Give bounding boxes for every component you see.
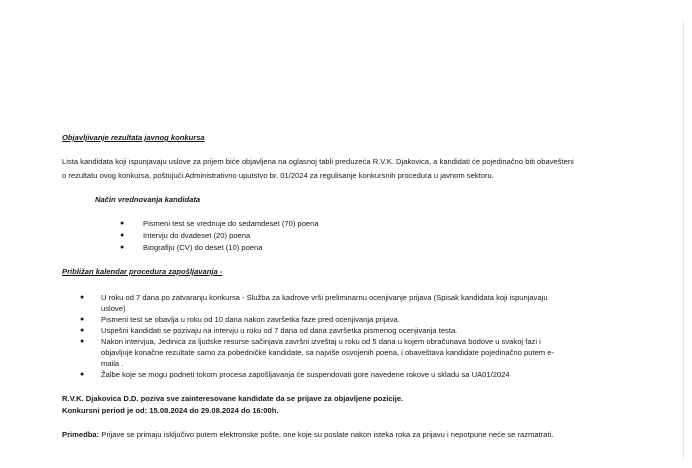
calendar-heading: Približan kalendar procedura zapošljavanja -: [62, 267, 223, 276]
note-label: Primedba:: [62, 430, 100, 439]
calendar-item-line: uslove): [101, 304, 126, 313]
bullet-icon: ●: [80, 316, 85, 323]
results-paragraph-line-1: Lista kandidata koji ispunjavaju uslove za prijem biće objavljena na oglasnoj tabli preduzeća R.V.K. Djakovica, a kandidati će pojedinačno biti obavešteni: [62, 157, 574, 166]
bullet-icon: ●: [120, 220, 125, 227]
calendar-item-line: U roku od 7 dana po zatvaranju konkursa - Služba za kadrove vrši preliminarnu ocenjivanje prijava (Spisak kandidata koji ispunjavaju: [101, 293, 548, 302]
bullet-icon: ●: [80, 327, 85, 334]
evaluation-item: Intervju do dvadeset (20) poena: [143, 231, 251, 240]
evaluation-item: Biografiju (CV) do deset (10) poena: [143, 243, 263, 252]
calendar-item-line: maila .: [101, 359, 124, 368]
bullet-icon: ●: [80, 294, 85, 301]
note-text: Prijave se primaju isključivo putem elektronske pošte, one koje su poslate nakon isteka roka za prijavu i nepotpune neće se razmatrati.: [99, 430, 554, 439]
bullet-icon: ●: [80, 371, 85, 378]
bullet-icon: ●: [80, 338, 85, 345]
application-period: Konkursni period je od: 15.08.2024 do 29.08.2024 do 16:00h.: [62, 406, 279, 415]
note-line: [62, 430, 553, 440]
calendar-item-line: objavljuje konačne rezultate samo za pobedničke kandidate, sa najviše osvojenih poena, i obaveštava kandidate pojedinačno putem e-: [101, 348, 554, 357]
evaluation-item: Pismeni test se vrednuje do sedamdeset (70) poena: [143, 219, 319, 228]
evaluation-heading: Način vrednovanja kandidata: [95, 195, 201, 204]
calendar-item-line: Nakon intervjua, Jedinica za ljudske resurse sačinjava završni izveštaj u roku od 5 dana u kojem obračunava bodove u svakoj fazi i: [101, 337, 541, 346]
bullet-icon: ●: [120, 244, 125, 251]
bullet-icon: ●: [120, 232, 125, 239]
scan-edge-divider: [683, 20, 684, 460]
calendar-item-line: Žalbe koje se mogu podneti tokom procesa zapošljavanja će suspendovati gore navedene rokove u skladu sa UA01/2024: [101, 370, 510, 379]
calendar-item-line: Pismeni test se obavlja u roku od 10 dana nakon završetka faze pred ocenjivanja prijava.: [101, 315, 400, 324]
invitation-line-1: R.V.K. Djakovica D.D. poziva sve zainteresovane kandidate da se prijave za objavljene pozicije.: [62, 394, 404, 403]
results-heading: Objavljivanje rezultata javnog konkursa: [62, 133, 205, 142]
results-paragraph-line-2: o rezultatu ovog konkursa, poštujući Administrativno uputstvo br. 01/2024 za regulisanje konkursnih procedura u javnom sektoru.: [62, 171, 494, 180]
calendar-item-line: Uspešni kandidati se pozivaju na intervju u roku od 7 dana od dana završetka pismenog ocenjivanja testa.: [101, 326, 458, 335]
